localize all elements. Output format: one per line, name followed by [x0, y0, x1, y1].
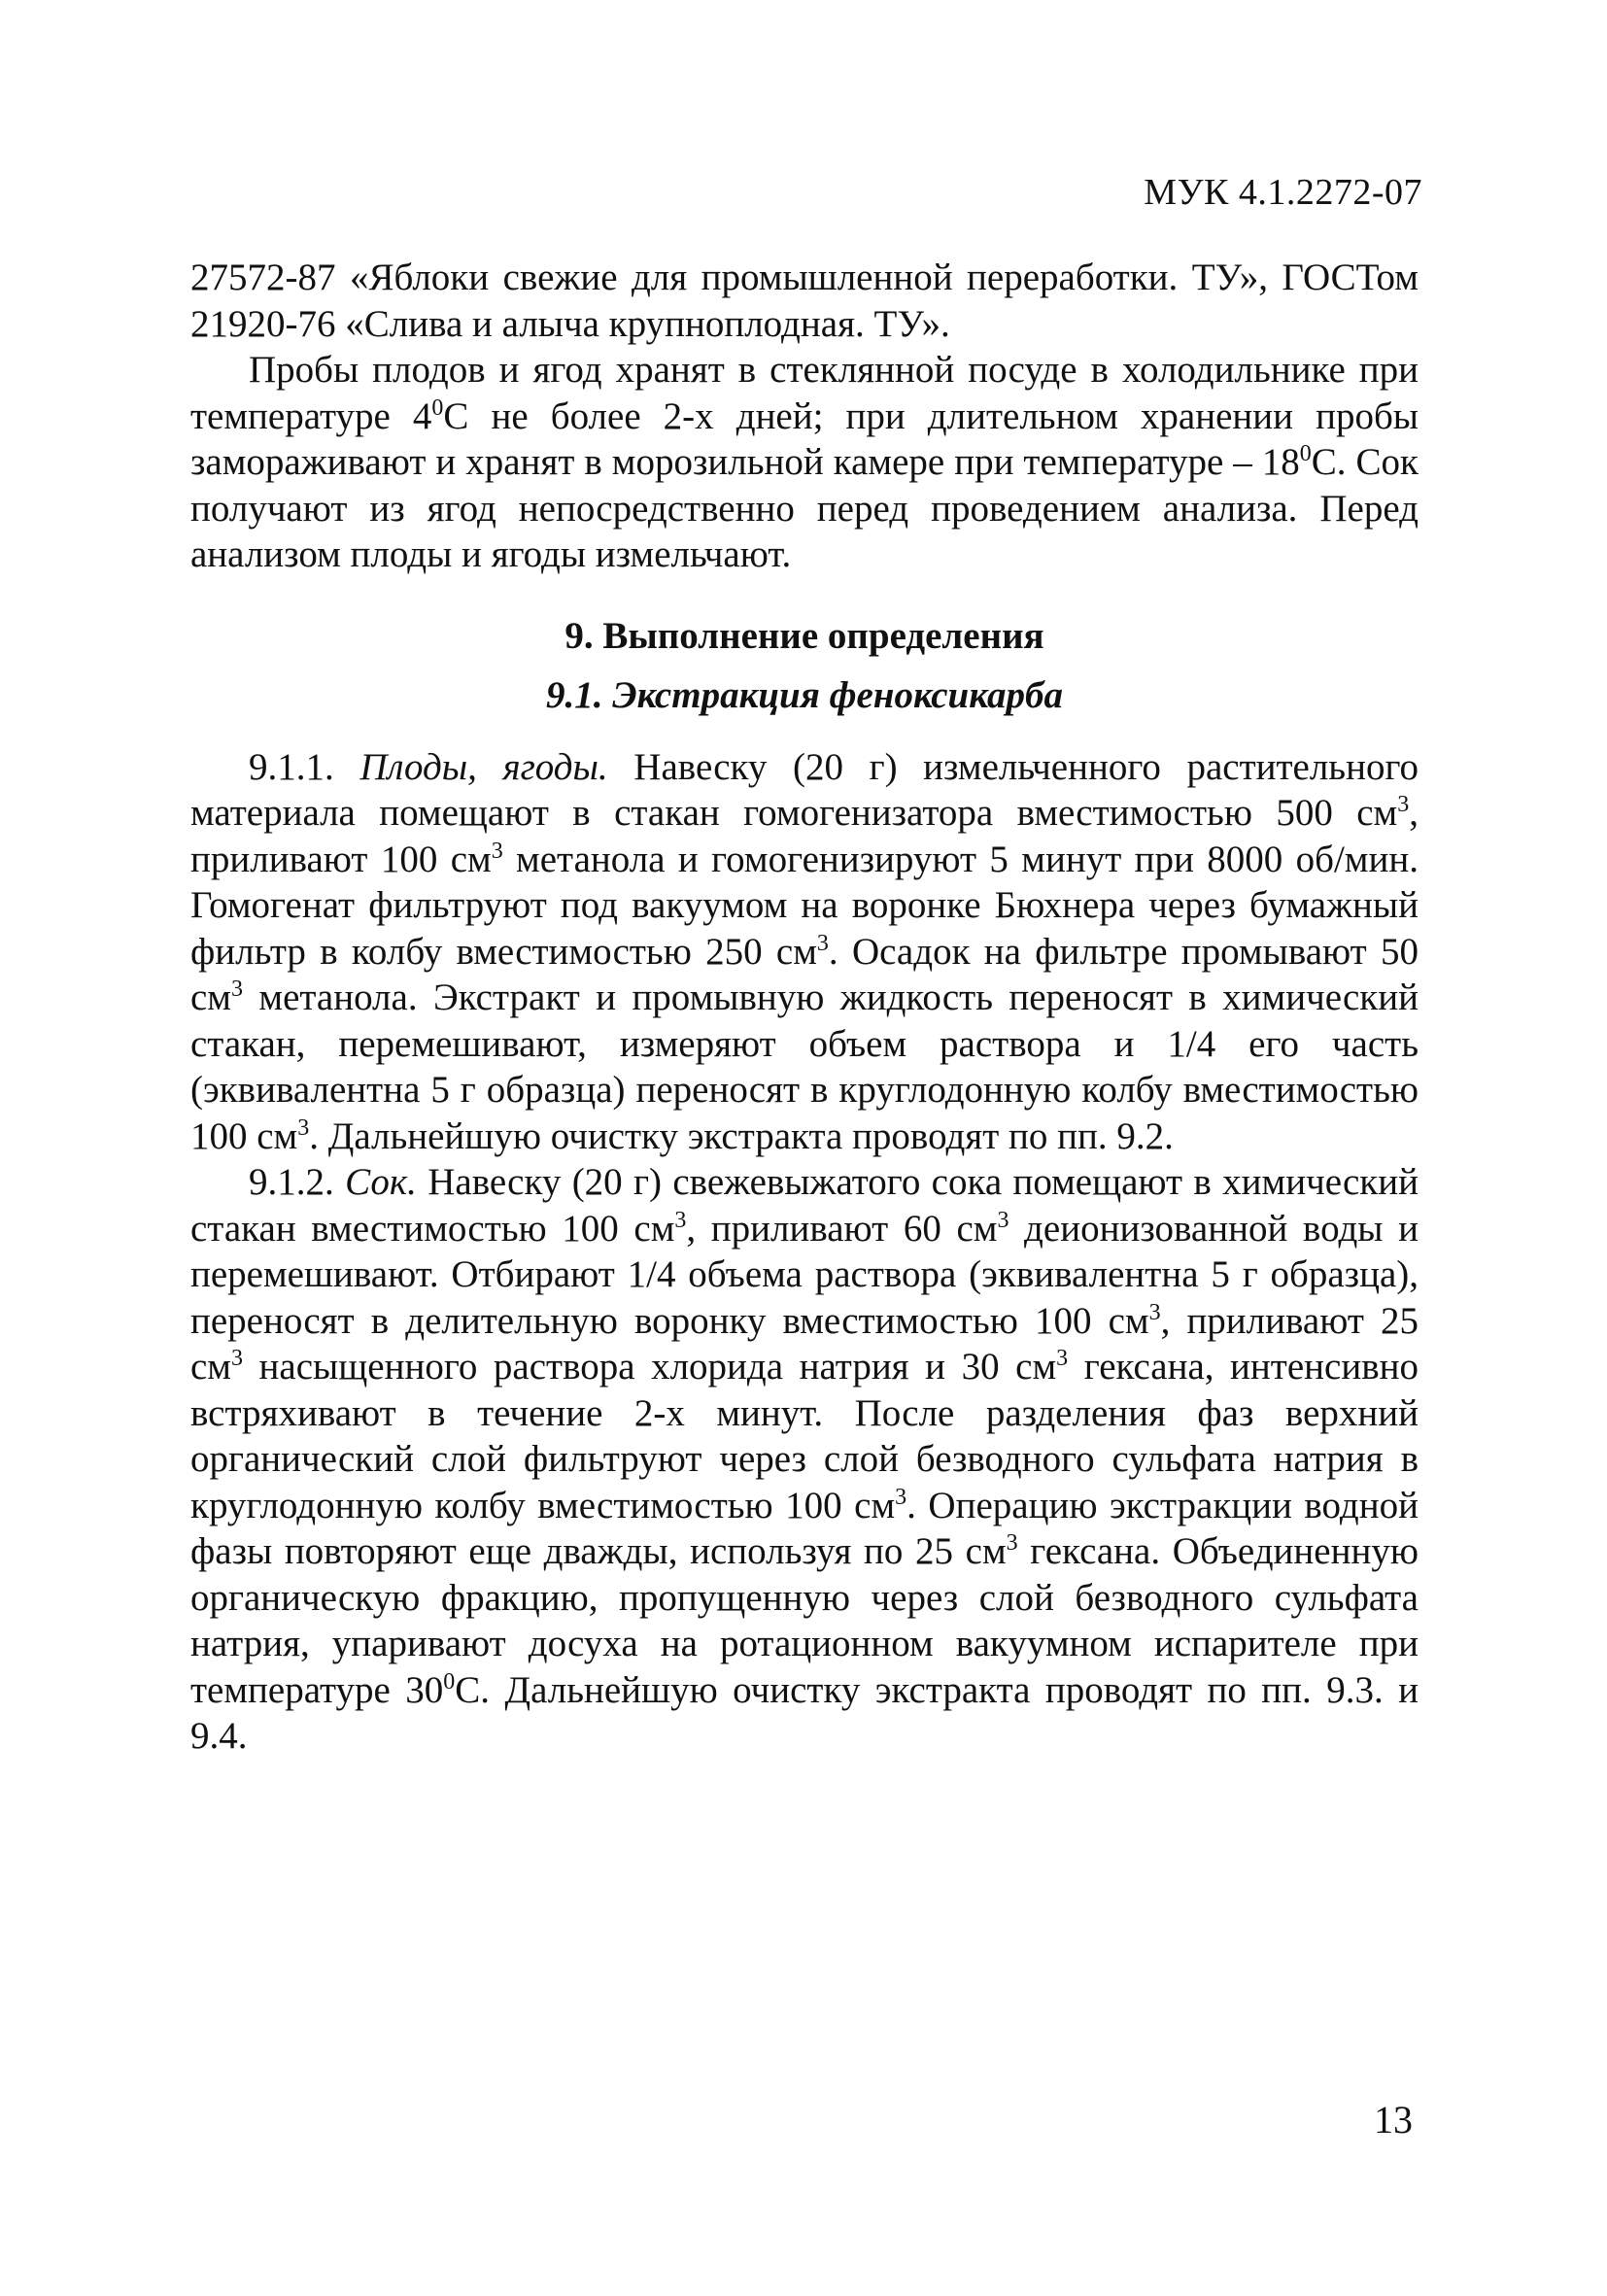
superscript-cubic: 3 [997, 1207, 1009, 1233]
paragraph-juice [190, 1159, 1419, 1760]
superscript-cubic: 3 [1006, 1530, 1018, 1556]
text-segment: С не более 2-х дней; при длительном хранении пробы замораживают и хранят в морозильной камере при температуре – 18 [190, 394, 1419, 483]
superscript-cubic: 3 [895, 1484, 907, 1510]
text-segment: Пробы плодов и ягод хранят в стеклянной посуде в холодильнике при температуре 4 [190, 349, 1419, 437]
clause-number: 9.1.2. [249, 1161, 346, 1203]
superscript-degree: 0 [431, 394, 444, 421]
paragraph-continued-standards: 27572-87 «Яблоки свежие для промышленной переработки. ТУ», ГОСТом 21920-76 «Слива и алыча крупноплодная. ТУ». [190, 257, 1419, 345]
superscript-cubic: 3 [674, 1207, 687, 1233]
superscript-cubic: 3 [491, 838, 503, 864]
text-segment: Навеску (20 г) свежевыжатого сока помещают в химический стакан вместимостью 100 см [190, 1161, 1419, 1250]
clause-number: 9.1.1. [249, 745, 360, 788]
text-segment: . Операцию экстракции водной фазы повторяют еще дважды, используя по 25 см [190, 1484, 1419, 1572]
text-segment: , приливают 60 см [686, 1207, 998, 1250]
document-body [190, 255, 1419, 1760]
text-segment: гексана. Объединенную органическую фракцию, пропущенную через слой безводного сульфата натрия, упаривают досуха на ротационном вакуумном испарителе при температуре 30 [190, 1530, 1419, 1711]
superscript-cubic: 3 [231, 977, 243, 1002]
text-segment: . Дальнейшую очистку экстракта проводят по пп. 9.2. [309, 1114, 1174, 1157]
superscript-degree: 0 [1299, 441, 1312, 466]
text-segment: метанола и гомогенизируют 5 минут при 8000 об/мин. Гомогенат фильтруют под вакуумом на воронке Бюхнера через бумажный фильтр в колбу вместимостью 250 см [190, 838, 1419, 973]
text-segment: , приливают 25 см [190, 1299, 1419, 1388]
paragraph-fruits-berries [190, 744, 1419, 1160]
text-segment: гексана, интенсивно встряхивают в течение 2-х минут. После разделения фаз верхний органический слой фильтруют через слой безводного сульфата натрия в круглодонную колбу вместимостью 100 см [190, 1346, 1419, 1526]
text-segment: С. Сок получают из ягод непосредственно перед проведением анализа. Перед анализом плоды и ягоды измельчают. [190, 441, 1419, 575]
text-segment: метанола. Экстракт и промывную жидкость переносят в химический стакан, перемешивают, измеряют объем раствора и 1/4 его часть (эквивалентна 5 г образца) переносят в круглодонную колбу вместимостью 100 см [190, 977, 1419, 1157]
subsection-title: 9.1. Экстракция феноксикарба [546, 674, 1063, 716]
superscript-cubic: 3 [297, 1114, 310, 1141]
superscript-cubic: 3 [231, 1346, 243, 1371]
text-segment: деионизованной воды и перемешивают. Отбирают 1/4 объема раствора (эквивалентна 5 г образца), переносят в делительную воронку вместимостью 100 см [190, 1207, 1419, 1342]
superscript-cubic: 3 [1397, 792, 1410, 817]
superscript-cubic: 3 [816, 930, 829, 956]
superscript-cubic: 3 [1056, 1346, 1069, 1371]
document-code: МУК 4.1.2272-07 [1144, 172, 1422, 213]
superscript-cubic: 3 [1148, 1299, 1161, 1325]
clause-lead: Плоды, ягоды. [359, 745, 608, 788]
paragraph-sample-storage [190, 347, 1419, 578]
section-title: 9. Выполнение определения [564, 614, 1044, 657]
superscript-degree: 0 [443, 1668, 456, 1695]
text-segment: С. Дальнейшую очистку экстракта проводят по пп. 9.3. и 9.4. [190, 1668, 1419, 1757]
text-segment: , приливают 100 см [190, 792, 1419, 880]
clause-lead: Сок. [345, 1161, 417, 1203]
text-segment: насыщенного раствора хлорида натрия и 30 см [243, 1346, 1057, 1388]
text-segment: Навеску (20 г) измельченного растительного материала помещают в стакан гомогенизатора вместимостью 500 см [190, 745, 1419, 834]
page-number: 13 [1374, 2098, 1413, 2142]
text-segment: . Осадок на фильтре промывают 50 см [190, 930, 1419, 1018]
